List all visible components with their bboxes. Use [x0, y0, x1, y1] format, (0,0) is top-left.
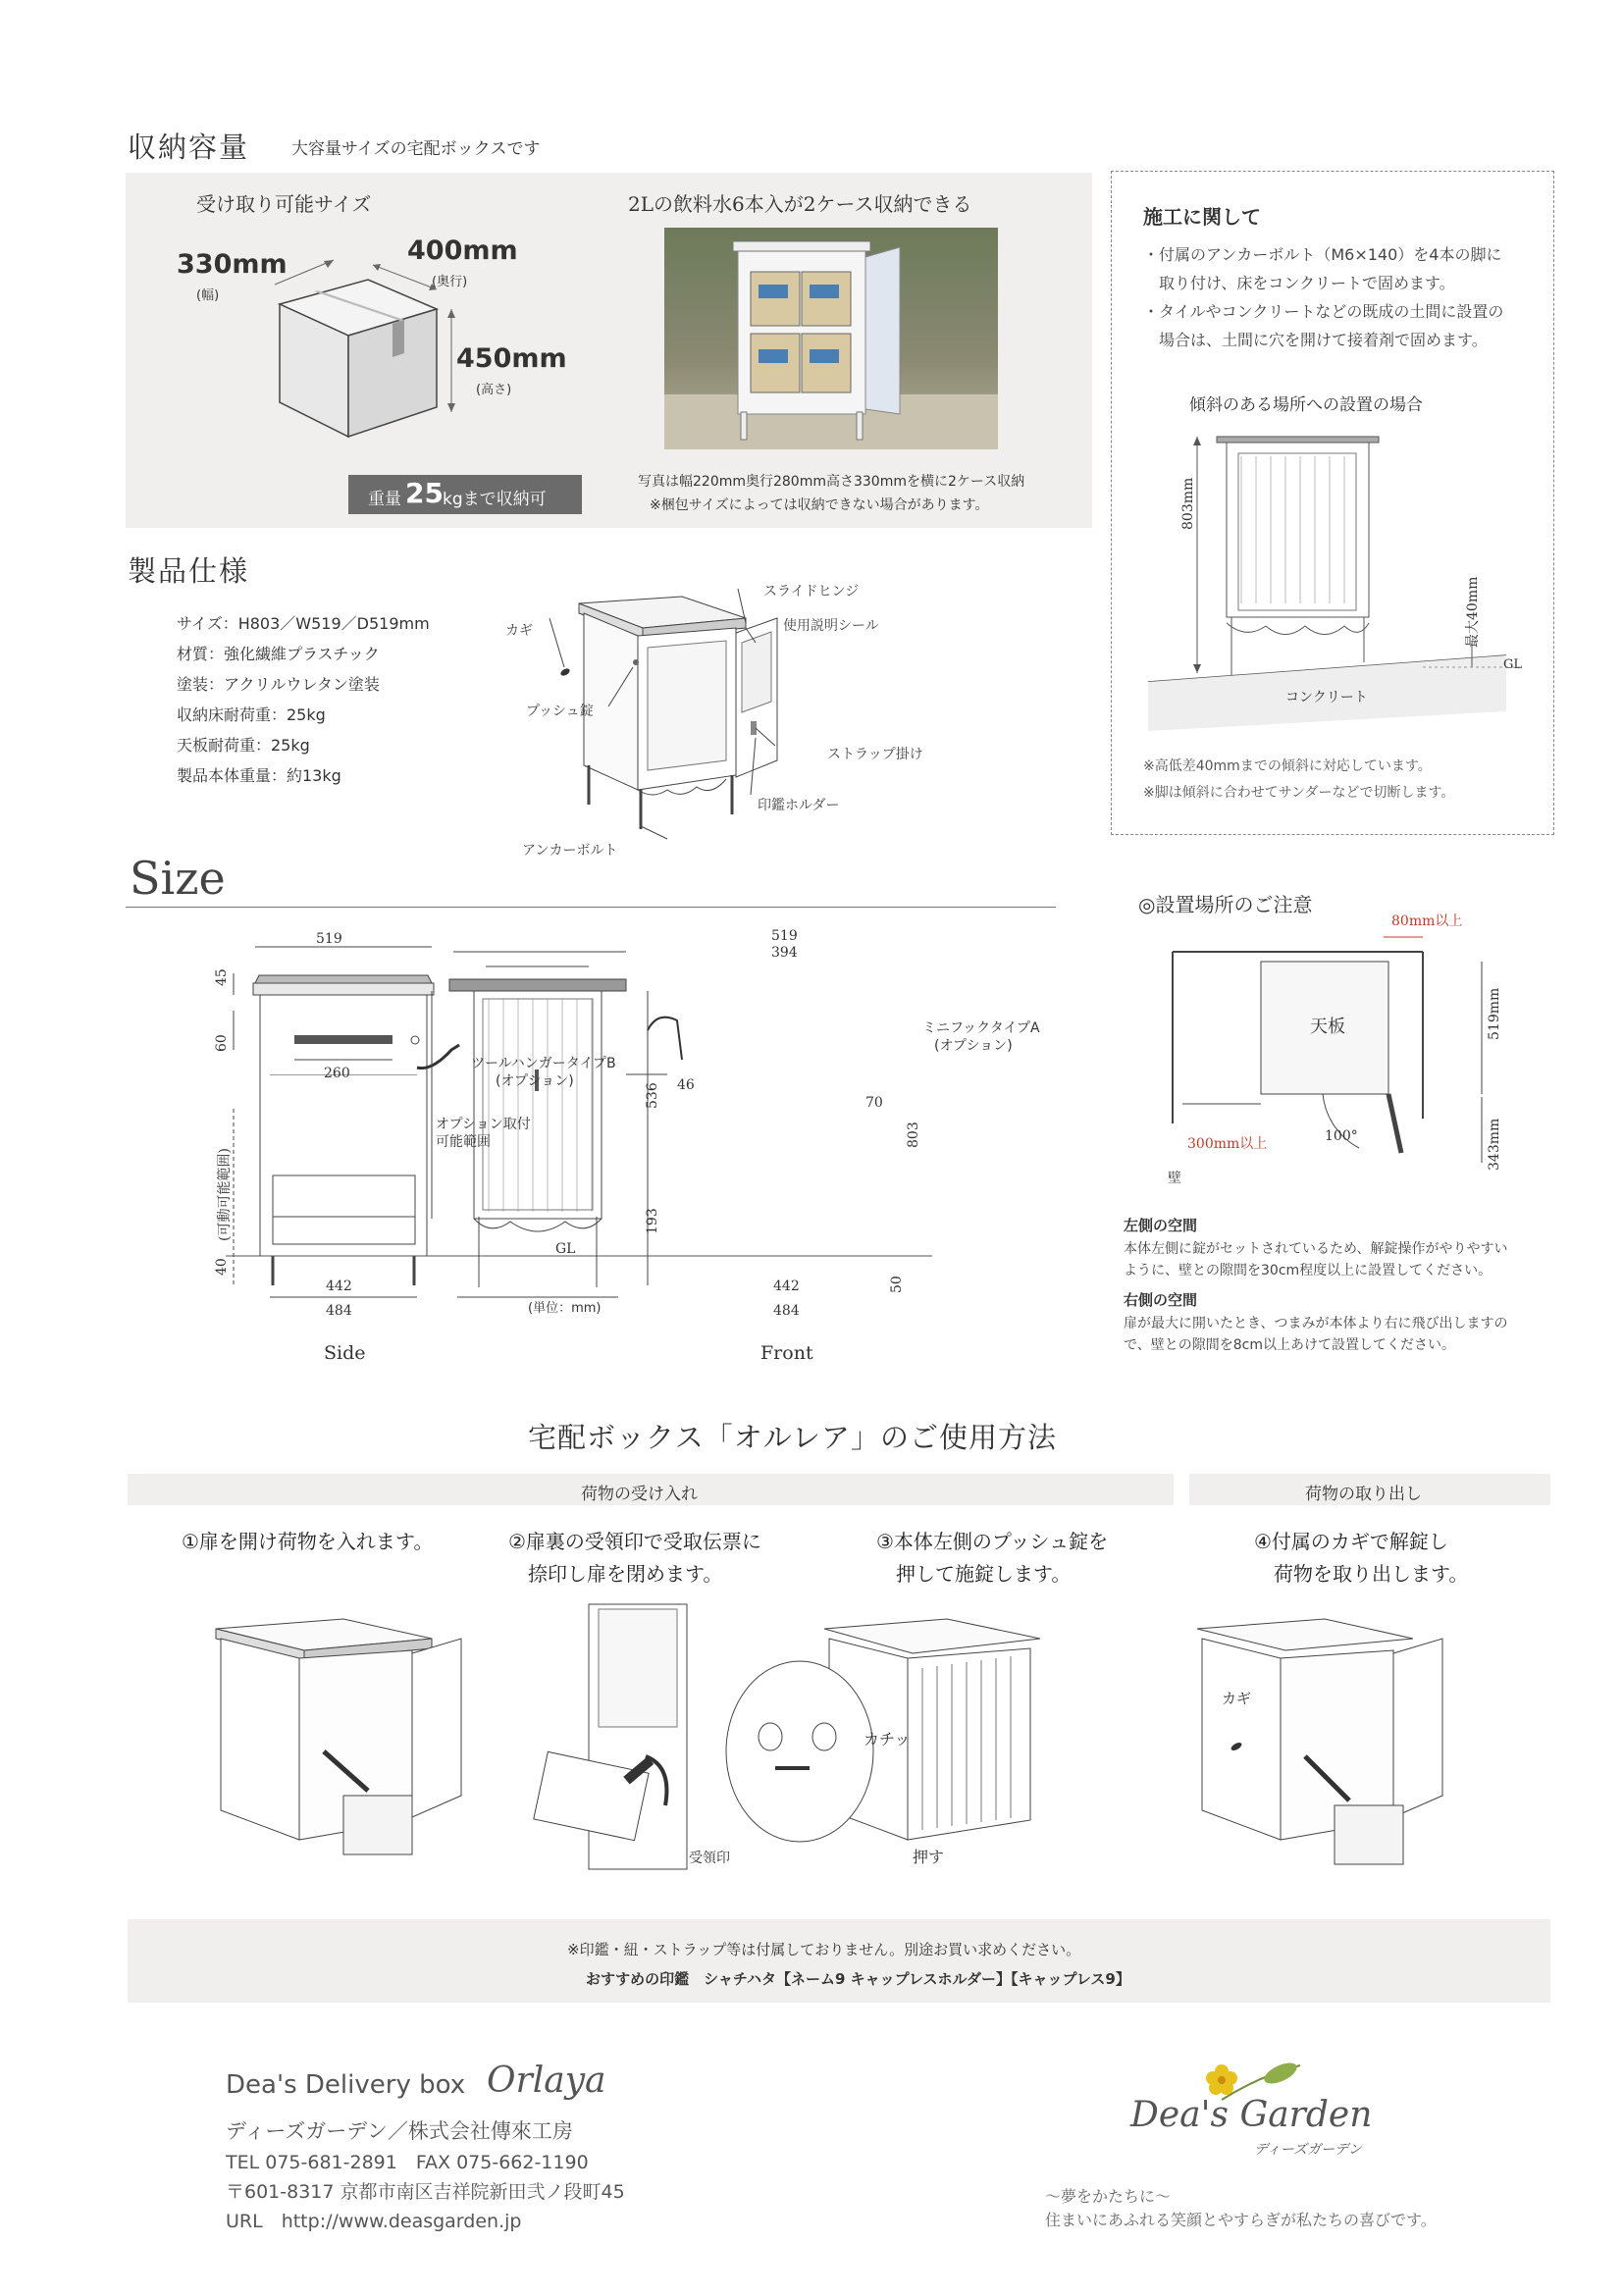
front-70: 70	[865, 1095, 883, 1111]
tool-hanger-opt: (オプション)	[496, 1073, 574, 1089]
front-46: 46	[677, 1077, 695, 1093]
label-slide-hinge: スライドヒンジ	[763, 584, 860, 600]
capacity-heading: 収納容量	[128, 130, 250, 164]
placement-519: 519mm	[1487, 987, 1502, 1040]
placement-300: 300mm以上	[1187, 1136, 1268, 1152]
spec-size: サイズ：H803／W519／D519mm	[177, 614, 430, 633]
step-3-line-1: ③本体左側のプッシュ錠を	[876, 1530, 1109, 1553]
usage-heading: 宅配ボックス「オルレア」のご使用方法	[528, 1421, 1057, 1454]
slogan-2: 住まいにあふれる笑顔とやすらぎが私たちの喜びです。	[1045, 2211, 1437, 2229]
spec-top-load: 天板耐荷重：25kg	[177, 736, 310, 755]
step-4-line-2: 荷物を取り出します。	[1254, 1562, 1469, 1586]
spec-floor-load: 収納床耐荷重：25kg	[177, 705, 326, 724]
unit-note: (単位：mm)	[528, 1301, 602, 1316]
install-line-2: 取り付け、床をコンクリートで固めます。	[1143, 274, 1455, 292]
side-484: 484	[326, 1303, 352, 1319]
product-name: Orlaya	[487, 2061, 606, 2101]
dim-height-note: (高さ)	[476, 383, 512, 397]
size-rule	[126, 907, 1056, 908]
label-push-lock: プッシュ錠	[526, 704, 594, 719]
takeout-label: 荷物の取り出し	[1305, 1485, 1422, 1504]
photo-note-1: 写真は幅220mm奥行280mm高さ330mmを横に2ケース収納	[638, 474, 1025, 490]
receive-size-title: 受け取り可能サイズ	[196, 192, 372, 216]
front-519: 519	[771, 928, 798, 944]
spec-heading: 製品仕様	[128, 554, 250, 588]
weight-badge	[348, 475, 582, 514]
push-label: 押す	[913, 1848, 945, 1866]
receive-label: 荷物の受け入れ	[581, 1485, 698, 1504]
side-60: 60	[214, 1034, 230, 1052]
front-394: 394	[771, 945, 798, 961]
mini-hook-opt: (オプション)	[934, 1038, 1013, 1054]
label-anchor: アンカーボルト	[522, 843, 618, 859]
right-space-title: 右側の空間	[1124, 1291, 1198, 1309]
company-url[interactable]: URL http://www.deasgarden.jp	[226, 2211, 522, 2232]
dim-width-note: (幅)	[196, 288, 220, 303]
product-photo	[664, 228, 998, 449]
left-space-title: 左側の空間	[1124, 1217, 1198, 1234]
side-45: 45	[214, 968, 230, 986]
slope-title: 傾斜のある場所への設置の場合	[1189, 395, 1423, 415]
size-heading: Size	[130, 852, 226, 905]
right-space-body-2: で、壁との隙間を8cm以上あけて設置してください。	[1124, 1337, 1455, 1353]
tool-hanger-label: ツールハンガータイプB	[471, 1056, 616, 1071]
install-line-4: 場合は、土間に穴を開けて接着剤で固めます。	[1143, 331, 1488, 349]
dim-height: 450mm	[456, 343, 567, 374]
step-4-line-1: ④付属のカギで解錠し	[1254, 1530, 1448, 1553]
label-manual-seal: 使用説明シール	[783, 618, 879, 634]
slope-max40: 最大40mm	[1465, 576, 1481, 648]
brand-logo: Dea's Garden	[1130, 2095, 1373, 2135]
install-line-3: ・タイルやコンクリートなどの既成の土間に設置の	[1143, 302, 1504, 321]
side-caption: Side	[324, 1342, 366, 1364]
placement-wall: 壁	[1168, 1171, 1181, 1186]
product-prefix: Dea's Delivery box	[226, 2070, 466, 2100]
company-name: ディーズガーデン／株式会社傳來工房	[226, 2119, 573, 2143]
side-260: 260	[324, 1066, 350, 1081]
side-40: 40	[214, 1258, 230, 1276]
placement-top: 天板	[1310, 1017, 1345, 1037]
side-442: 442	[326, 1278, 352, 1294]
usage-note: ※印鑑・紐・ストラップ等は付属しておりません。別途お買い求めください。	[567, 1941, 1081, 1958]
step-3-line-2: 押して施錠します。	[876, 1562, 1072, 1586]
usage-illustrations	[196, 1599, 1570, 1923]
step-1: ①扉を開け荷物を入れます。	[182, 1530, 434, 1553]
front-442: 442	[773, 1278, 800, 1294]
front-536: 536	[645, 1082, 660, 1109]
size-gl: GL	[555, 1241, 576, 1257]
slogan-1: 〜夢をかたちに〜	[1045, 2187, 1172, 2206]
option-area-label: オプション取付	[436, 1117, 531, 1132]
left-space-body-1: 本体左側に錠がセットされているため、解錠操作がやりやすい	[1124, 1241, 1508, 1257]
step-2-line-2: 捺印し扉を閉めます。	[508, 1562, 723, 1586]
photo-note-2: ※梱包サイズによっては収納できない場合があります。	[650, 497, 989, 513]
step-2-line-1: ②扉裏の受領印で受取伝票に	[508, 1530, 761, 1553]
spec-list	[177, 608, 430, 791]
placement-80: 80mm以上	[1391, 913, 1463, 929]
front-803: 803	[906, 1122, 921, 1148]
placement-heading: ◎設置場所のご注意	[1138, 893, 1313, 916]
front-50: 50	[889, 1276, 905, 1293]
dim-depth: 400mm	[407, 235, 518, 266]
key-label: カギ	[1222, 1690, 1252, 1707]
front-caption: Front	[760, 1342, 813, 1364]
weight-num: 25	[405, 477, 444, 509]
usage-note-band	[128, 1919, 1550, 2003]
company-tel: TEL 075-681-2891 FAX 075-662-1190	[226, 2152, 589, 2173]
label-strap: ストラップ掛け	[827, 747, 923, 762]
label-key: カギ	[505, 623, 533, 639]
dim-width: 330mm	[177, 249, 288, 280]
spec-paint: 塗装：アクリルウレタン塗装	[177, 675, 380, 694]
left-space-body-2: ように、壁との隙間を30cm程度以上に設置してください。	[1124, 1263, 1492, 1278]
side-range: (可動可能範囲)	[217, 1148, 233, 1241]
slope-concrete: コンクリート	[1285, 690, 1368, 705]
install-line-1: ・付属のアンカーボルト（M6×140）を4本の脚に	[1143, 245, 1502, 264]
option-area-label-2: 可能範囲	[436, 1134, 491, 1150]
mini-hook-label: ミニフックタイプA	[922, 1020, 1040, 1036]
front-193: 193	[645, 1208, 660, 1234]
company-address: 〒601-8317 京都市南区吉祥院新田弐ノ段町45	[226, 2181, 625, 2203]
capacity-subheading: 大容量サイズの宅配ボックスです	[291, 139, 541, 159]
placement-343: 343mm	[1487, 1118, 1502, 1171]
label-stamp-holder: 印鑑ホルダー	[758, 798, 840, 813]
placement-angle: 100°	[1325, 1128, 1358, 1144]
slope-gl: GL	[1503, 657, 1523, 672]
photo-title: 2Lの飲料水6本入が2ケース収納できる	[628, 192, 972, 216]
install-note-1: ※高低差40mmまでの傾斜に対応しています。	[1143, 758, 1432, 774]
right-space-body-1: 扉が最大に開いたとき、つまみが本体より右に飛び出しますの	[1124, 1316, 1508, 1331]
install-heading: 施工に関して	[1143, 205, 1261, 229]
recommended-stamp: おすすめの印鑑 シャチハタ【ネーム9 キャップレスホルダー】【キャップレス9】	[586, 1970, 1130, 1988]
front-484: 484	[773, 1303, 800, 1319]
brand-logo-sub: ディーズガーデン	[1254, 2142, 1362, 2158]
weight-pre: 重量	[368, 490, 401, 509]
weight-post: kgまで収納可	[443, 490, 547, 509]
side-519: 519	[316, 931, 342, 947]
stamp-label: 受領印	[689, 1851, 730, 1866]
install-note-2: ※脚は傾斜に合わせてサンダーなどで切断します。	[1143, 785, 1455, 801]
spec-weight: 製品本体重量：約13kg	[177, 766, 341, 785]
spec-material: 材質：強化繊維プラスチック	[177, 645, 380, 663]
click-label: カチッ	[864, 1730, 911, 1748]
slope-803: 803mm	[1180, 477, 1196, 530]
dim-depth-note: (奥行)	[432, 275, 468, 289]
